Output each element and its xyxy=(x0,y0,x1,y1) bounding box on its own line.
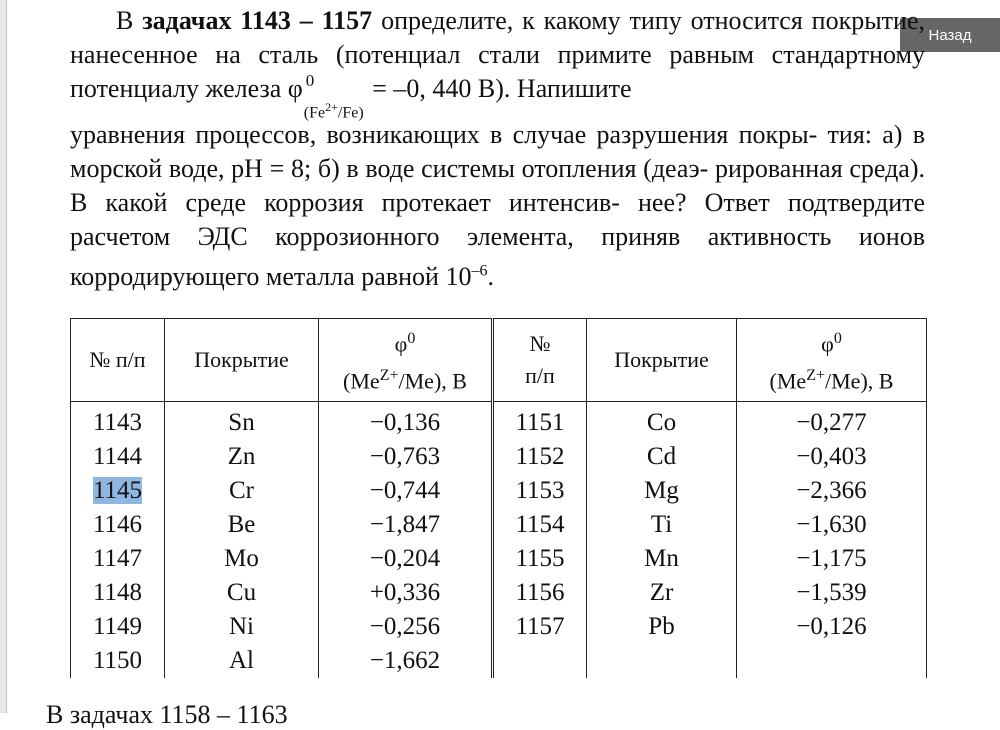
header-number-left: № п/п xyxy=(71,319,165,402)
cell-coating: Cd xyxy=(587,440,737,474)
cell-potential: −0,744 xyxy=(319,474,493,508)
header-number-right: № п/п xyxy=(493,319,587,402)
text-line-4: уравнения процессов, возникающих в случае разрушения покры- xyxy=(70,120,818,149)
header-coating-right: Покрытие xyxy=(587,319,737,402)
text-line-1: определите, к какому типу относится xyxy=(381,6,803,35)
cell-number-selected[interactable] xyxy=(71,474,165,508)
lead-word: В xyxy=(116,6,134,35)
cell-number: 1155 xyxy=(493,542,587,576)
cell-coating: Co xyxy=(587,402,737,441)
cell-coating: Mn xyxy=(587,542,737,576)
problem-statement xyxy=(70,4,925,294)
table-row xyxy=(71,402,927,441)
cell-coating: Ti xyxy=(587,508,737,542)
text-line-8: приняв активность ионов корродирующего металла равной $10^{-6}$. xyxy=(70,222,925,291)
cell-potential: −0,136 xyxy=(319,402,493,441)
window-left-edge xyxy=(0,0,7,713)
back-button[interactable]: Назад xyxy=(900,18,1000,52)
cell-potential: −1,630 xyxy=(737,508,927,542)
cell-number: 1147 xyxy=(71,542,165,576)
cell-coating: Sn xyxy=(165,402,319,441)
header-potential-left: $\varphi^0$ $(Me^{Z+}/Me)$, В xyxy=(319,319,493,402)
text-line-2: покрытие, нанесенное на сталь (потенциал стали примите равным xyxy=(70,6,926,69)
cell-coating: Ni xyxy=(165,610,319,644)
cell-potential: −1,539 xyxy=(737,576,927,610)
cell-potential: −2,366 xyxy=(737,474,927,508)
cell-number: 1157 xyxy=(493,610,587,644)
iron-potential-symbol: φ 0 $(Fe^{2+}/Fe)$ xyxy=(287,71,364,122)
cell-number: 1144 xyxy=(71,440,165,474)
cell-potential: −0,204 xyxy=(319,542,493,576)
header-potential-right: $\varphi^0$ $(Me^{Z+}/Me)$, В xyxy=(737,319,927,402)
cell-number: 1153 xyxy=(493,474,587,508)
cell-number: 1149 xyxy=(71,610,165,644)
problem-range: задачах 1143 – 1157 xyxy=(142,6,373,35)
text-line-5: тия: а) в морской воде, pH = 8; б) в воде системы отопления (деаэ- xyxy=(70,120,926,183)
table-row xyxy=(71,576,927,610)
cell-coating: Be xyxy=(165,508,319,542)
cell-number: 1143 xyxy=(71,402,165,441)
cell-potential: +0,336 xyxy=(319,576,493,610)
cell-number: 1146 xyxy=(71,508,165,542)
cell-empty xyxy=(737,644,927,678)
table-row xyxy=(71,440,927,474)
table-header-row xyxy=(71,319,927,402)
cell-potential: −1,175 xyxy=(737,542,927,576)
cell-potential: −1,847 xyxy=(319,508,493,542)
cell-coating: Zr xyxy=(587,576,737,610)
cell-number: 1151 xyxy=(493,402,587,441)
document-page xyxy=(70,0,930,713)
cell-empty xyxy=(493,644,587,678)
cell-potential: −0,256 xyxy=(319,610,493,644)
cell-coating: Pb xyxy=(587,610,737,644)
cell-coating: Mo xyxy=(165,542,319,576)
cell-number: 1154 xyxy=(493,508,587,542)
cell-coating: Cu xyxy=(165,576,319,610)
text-line-3a: стандартному потенциалу железа xyxy=(70,40,925,103)
table-row xyxy=(71,508,927,542)
cell-potential: −0,277 xyxy=(737,402,927,441)
header-coating-left: Покрытие xyxy=(165,319,319,402)
table-row xyxy=(71,610,927,644)
text-line-7: нее? Ответ подтвердите расчетом ЭДС коррозионного элемента, xyxy=(70,188,926,251)
next-problem-text-cut: В задачах 1158 – 1163 xyxy=(46,700,288,729)
text-line-6: рированная среда). В какой среде коррозия протекает интенсив- xyxy=(70,154,925,217)
table-row xyxy=(71,542,927,576)
cell-coating: Al xyxy=(165,644,319,678)
cell-potential: −0,403 xyxy=(737,440,927,474)
cell-coating: Cr xyxy=(165,474,319,508)
table-row xyxy=(71,474,927,508)
table-row xyxy=(71,644,927,678)
coatings-table xyxy=(70,318,927,678)
text-selection[interactable]: 1145 xyxy=(92,477,143,504)
cell-empty xyxy=(587,644,737,678)
cell-number: 1156 xyxy=(493,576,587,610)
cell-number: 1152 xyxy=(493,440,587,474)
cell-coating: Mg xyxy=(587,474,737,508)
text-line-3b: = –0, 440 В). Напишите xyxy=(372,74,632,103)
cell-number: 1148 xyxy=(71,576,165,610)
cell-potential: −0,126 xyxy=(737,610,927,644)
cell-number: 1150 xyxy=(71,644,165,678)
cell-potential: −0,763 xyxy=(319,440,493,474)
cell-coating: Zn xyxy=(165,440,319,474)
cell-potential: −1,662 xyxy=(319,644,493,678)
